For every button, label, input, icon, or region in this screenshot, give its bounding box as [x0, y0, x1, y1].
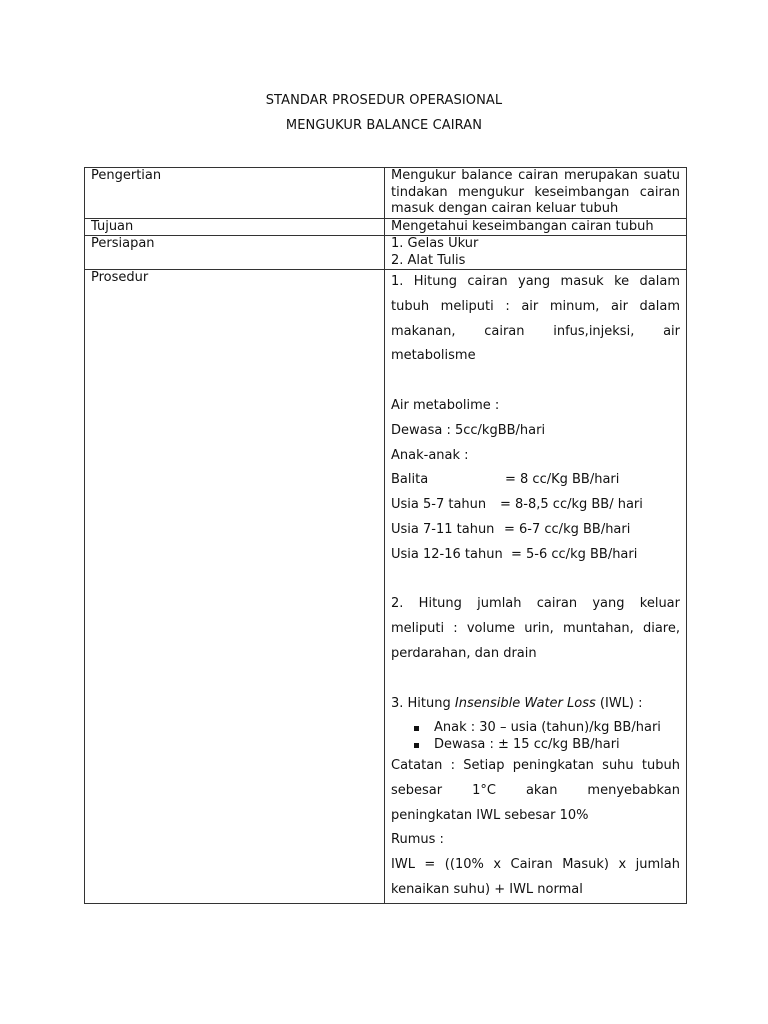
sop-table [84, 167, 687, 904]
age-row [391, 468, 680, 493]
table-row [85, 270, 687, 904]
step-3-term: Insensible Water Loss [454, 695, 596, 711]
prosedur-content [385, 270, 687, 904]
iwl-bullet-list [391, 720, 680, 754]
air-metabolisme-heading: Air metabolime : [391, 397, 500, 413]
dewasa-rate: Dewasa : 5cc/kgBB/hari [391, 422, 546, 438]
persiapan-list [385, 236, 687, 270]
tujuan-text: Mengetahui keseimbangan cairan tubuh [385, 218, 687, 236]
pengertian-text: Mengukur balance cairan merupakan suatu tindakan mengukur keseimbangan cairan masuk dengan cairan keluar tubuh [385, 168, 687, 219]
step-1-text: 1. Hitung cairan yang masuk ke dalam tubuh meliputi : air minum, air dalam makanan, cairan infus,injeksi, air metabolisme [391, 274, 680, 364]
age-row [391, 493, 680, 518]
row-label-persiapan: Persiapan [85, 236, 385, 270]
document-subtitle: MENGUKUR BALANCE CAIRAN [285, 118, 483, 133]
rumus-formula: IWL = ((10% x Cairan Masuk) x jumlah kenaikan suhu) + IWL normal [391, 857, 680, 897]
step-3-text [391, 692, 680, 717]
age-value: = 8-8,5 cc/kg BB/ hari [500, 497, 643, 513]
list-item: Dewasa : ± 15 cc/kg BB/hari [434, 737, 680, 754]
age-value: = 8 cc/Kg BB/hari [505, 472, 620, 488]
age-label: Usia 5-7 tahun [391, 497, 487, 513]
anak-heading: Anak-anak : [391, 447, 469, 463]
list-item: 2. Alat Tulis [391, 252, 466, 268]
age-row [391, 543, 680, 568]
age-label: Usia 12-16 tahun [391, 546, 503, 562]
row-label-tujuan: Tujuan [85, 218, 385, 236]
age-value: = 5-6 cc/kg BB/hari [511, 546, 638, 562]
step-3-suffix: (IWL) : [595, 695, 643, 711]
age-label: Balita [391, 472, 429, 488]
document-title: STANDAR PROSEDUR OPERASIONAL [265, 93, 503, 108]
table-row [85, 236, 687, 270]
age-row [391, 518, 680, 543]
list-item: 1. Gelas Ukur [391, 236, 479, 251]
rumus-heading: Rumus : [391, 832, 444, 848]
list-item: Anak : 30 – usia (tahun)/kg BB/hari [434, 720, 680, 737]
step-3-prefix: 3. Hitung [391, 695, 455, 711]
row-label-prosedur: Prosedur [85, 270, 385, 904]
table-row [85, 218, 687, 236]
catatan-text: Catatan : Setiap peningkatan suhu tubuh sebesar 1°C akan menyebabkan peningkatan IWL sebesar 10% [391, 757, 680, 823]
row-label-pengertian: Pengertian [85, 168, 385, 219]
age-value: = 6-7 cc/kg BB/hari [504, 521, 631, 537]
age-label: Usia 7-11 tahun [391, 521, 495, 537]
table-row [85, 168, 687, 219]
step-2-text: 2. Hitung jumlah cairan yang keluar meliputi : volume urin, muntahan, diare, perdarahan, dan drain [391, 596, 680, 661]
